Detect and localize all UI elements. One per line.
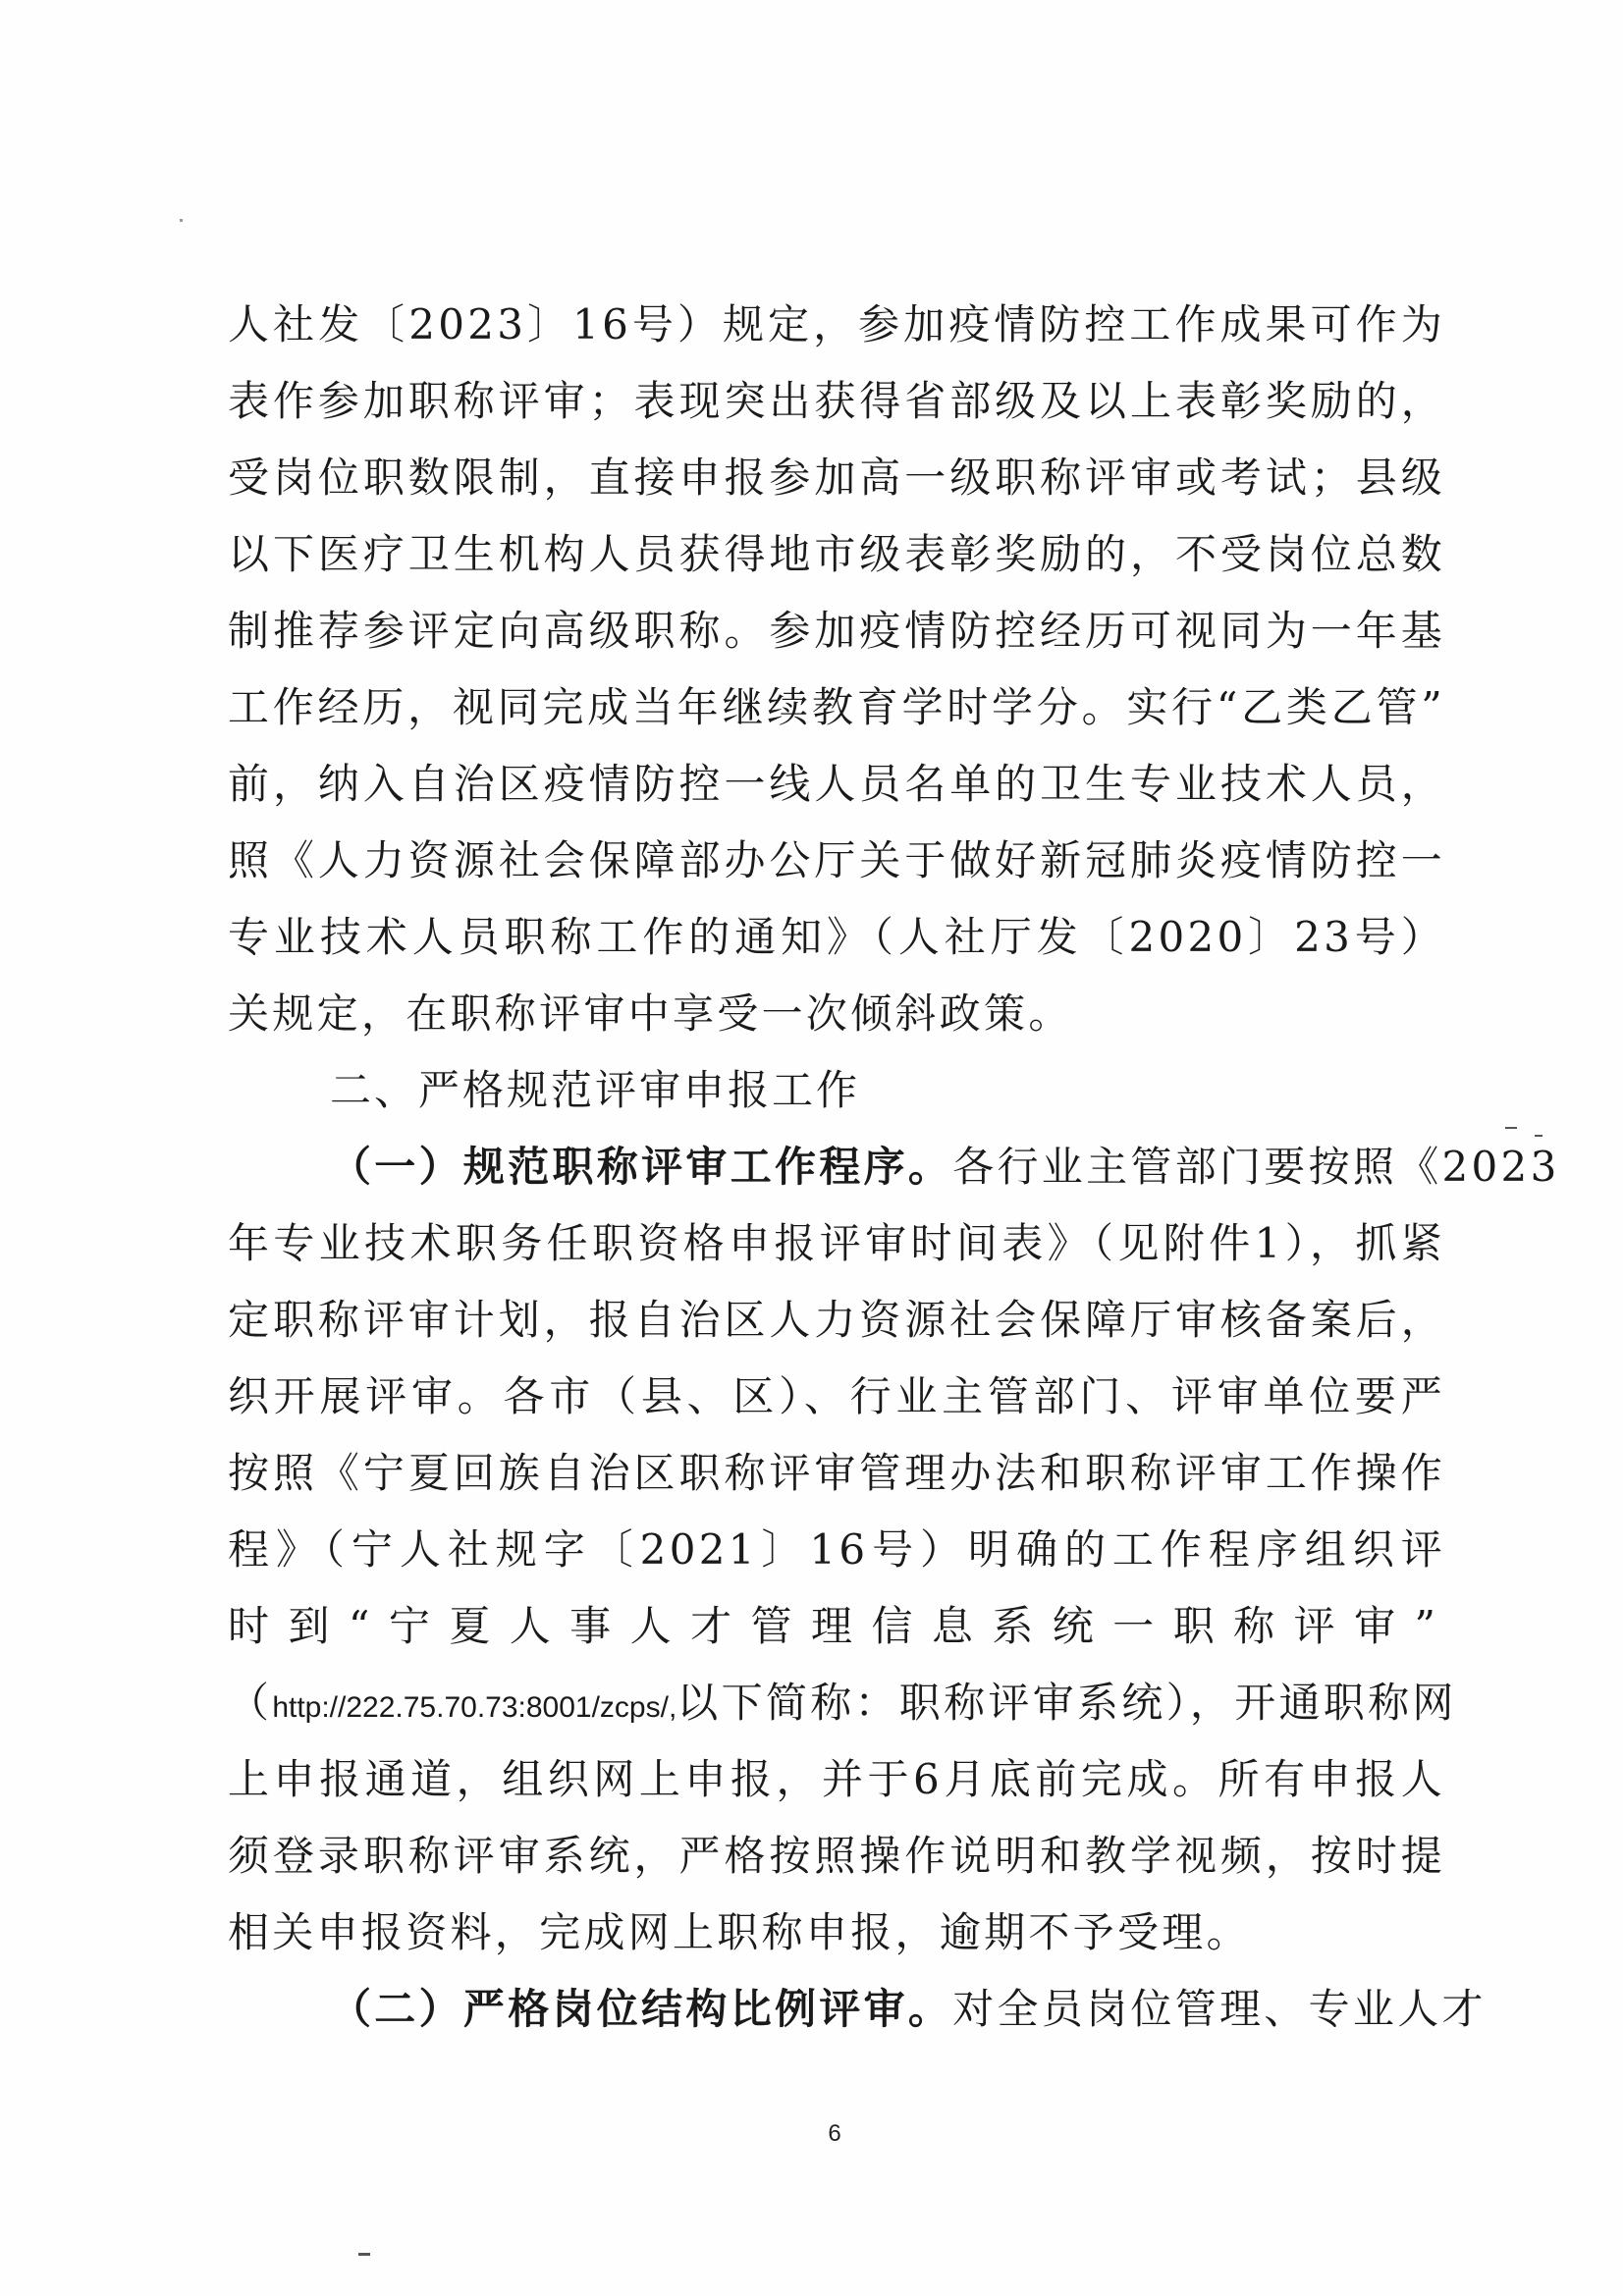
scan-speck [358, 2253, 370, 2256]
paragraph-line: 关规定，在职称评审中享受一次倾斜政策。 [228, 989, 1073, 1038]
paragraph-line: 时到“宁夏人事人才管理信息系统一职称评审” [228, 1602, 1445, 1650]
paragraph-line: 定职称评审计划，报自治区人力资源社会保障厅审核备案后， [228, 1296, 1445, 1344]
subsection-first-line [228, 1129, 1560, 1205]
section-heading: 二、严格规范评审申报工作 [330, 1066, 861, 1114]
subsection-title: （二）严格岗位结构比例评审。 [330, 1985, 953, 2033]
paragraph-line: 专业技术人员职称工作的通知》（人社厅发〔2020〕23号） [228, 913, 1445, 961]
paragraph-line: 工作经历，视同完成当年继续教育学时学分。实行“乙类乙管” [228, 683, 1445, 731]
subsection-first-line [228, 1971, 1487, 2048]
paragraph-line: 受岗位职数限制，直接申报参加高一级职称评审或考试；县级 [228, 454, 1445, 502]
paragraph-line: 按照《宁夏回族自治区职称评审管理办法和职称评审工作操作 [228, 1449, 1445, 1497]
document-body [228, 287, 1560, 2048]
paragraph-line: 制推荐参评定向高级职称。参加疫情防控经历可视同为一年基 [228, 607, 1445, 655]
paragraph-line: 程》（宁人社规字〔2021〕16号）明确的工作程序组织评 [228, 1525, 1445, 1574]
paragraph-line-with-url [228, 1665, 1457, 1741]
subsection-title: （一）规范职称评审工作程序。 [330, 1143, 953, 1191]
paragraph-line: 人社发〔2023〕16号）规定，参加疫情防控工作成果可作为 [228, 300, 1445, 348]
paragraph-line: 织开展评审。各市（县、区）、行业主管部门、评审单位要严 [228, 1372, 1445, 1420]
paragraph-line: 须登录职称评审系统，严格按照操作说明和教学视频，按时提 [228, 1832, 1445, 1880]
subsection-text: 各行业主管部门要按照《2023 [952, 1143, 1560, 1191]
paragraph-line: 上申报通道，组织网上申报，并于6月底前完成。所有申报人 [228, 1755, 1445, 1803]
paragraph-line: 表作参加职称评审；表现突出获得省部级及以上表彰奖励的， [228, 377, 1445, 425]
paren-open: （ [228, 1679, 273, 1727]
scan-speck [180, 219, 183, 222]
paragraph-text: 以下简称：职称评审系统），开通职称网 [676, 1679, 1457, 1727]
scan-speck [1505, 1127, 1517, 1129]
subsection-text: 对全员岗位管理、专业人才 [952, 1985, 1487, 2033]
paragraph-line: 以下医疗卫生机构人员获得地市级表彰奖励的，不受岗位总数 [228, 530, 1445, 578]
page-number: 6 [828, 2120, 841, 2147]
paragraph-line: 年专业技术职务任职资格申报评审时间表》（见附件1），抓紧 [228, 1219, 1445, 1267]
paragraph-line: 相关申报资料，完成网上职称申报，逾期不予受理。 [228, 1908, 1251, 1956]
system-url-link[interactable]: http://222.75.70.73:8001/zcps/, [272, 1691, 677, 1724]
scan-speck [1535, 1135, 1542, 1137]
paragraph-line: 照《人力资源社会保障部办公厅关于做好新冠肺炎疫情防控一 [228, 836, 1445, 884]
paragraph-line: 前，纳入自治区疫情防控一线人员名单的卫生专业技术人员， [228, 760, 1445, 808]
